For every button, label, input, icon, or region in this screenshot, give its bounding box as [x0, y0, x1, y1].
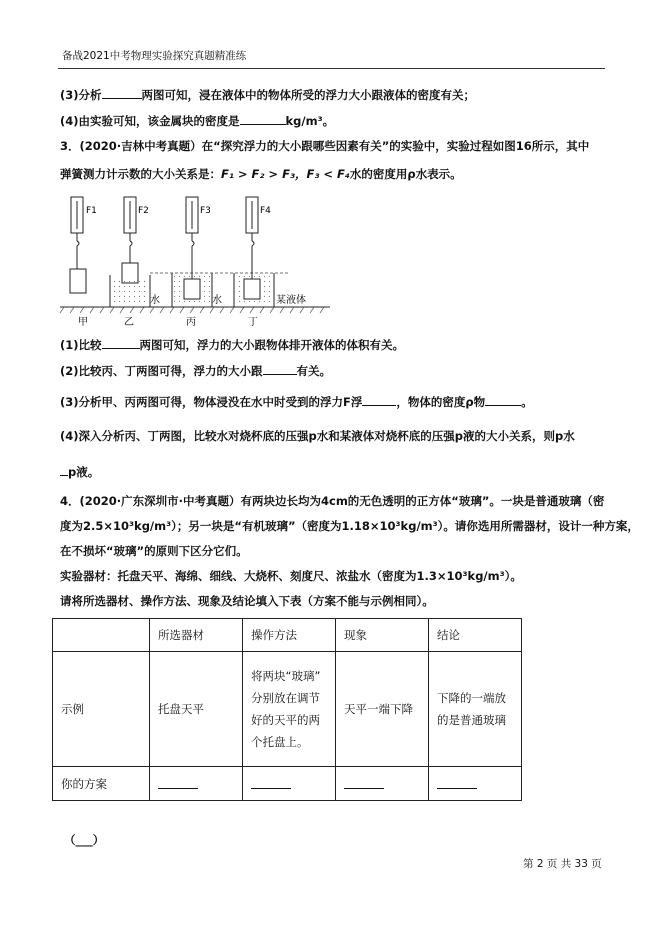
- q4-instruction: 请将所选器材、操作方法、现象及结论填入下表（方案不能与示例相同）。: [60, 594, 434, 608]
- table-header-row: [53, 619, 522, 652]
- q3-part1: (1)比较 两图可知，浮力的大小跟物体排开液体的体积有关。: [60, 338, 405, 352]
- answer-cell[interactable]: [150, 767, 243, 801]
- figure-caption: 丙: [186, 317, 196, 328]
- answer-table: [52, 618, 522, 801]
- figure-caption: 乙: [124, 317, 134, 328]
- table-row: [53, 652, 522, 767]
- answer-blank[interactable]: [362, 393, 396, 406]
- answer-cell[interactable]: [243, 767, 336, 801]
- answer-blank[interactable]: [102, 86, 142, 99]
- answer-blank[interactable]: [263, 362, 297, 375]
- answer-blank[interactable]: [240, 112, 286, 125]
- spring-scale-1: [70, 197, 97, 293]
- q3-stem-line2: 弹簧测力计示数的大小关系是：F₁ > F₂ > F₃，F₃ < F₄水的密度用ρ水表示。: [60, 167, 462, 181]
- q3-part3: (3)分析甲、丙两图可得，物体浸没在水中时受到的浮力F浮 ，物体的密度ρ物 。: [60, 395, 533, 409]
- q2-part3: (3)分析 两图可知，浸在液体中的物体所受的浮力大小跟液体的密度有关；: [60, 88, 476, 102]
- q4-stem-line1: 4．(2020·广东深圳市·中考真题）有两块边长均为4cm的无色透明的正方体“玻璃”。一块是普通玻璃（密: [60, 494, 605, 508]
- page-number: 第 2 页 共 33 页: [523, 858, 602, 870]
- answer-bracket[interactable]: （___）: [64, 833, 105, 847]
- answer-blank[interactable]: [485, 393, 521, 406]
- header-rule: [58, 68, 605, 69]
- liquid-label: 水: [212, 295, 222, 306]
- example-method: 将两块“玻璃” 分别放在调节 好的天平的两 个托盘上。: [243, 652, 336, 767]
- q3-stem-line1: 3．(2020·吉林中考真题）在“探究浮力的大小跟哪些因素有关”的实验中，实验过程如图16所示，其中: [60, 139, 590, 153]
- table-header-cell: 所选器材: [150, 619, 243, 652]
- spring-scale-2: [122, 197, 149, 283]
- answer-cell[interactable]: [429, 767, 522, 801]
- table-header-cell: [53, 619, 150, 652]
- liquid-label: 某液体: [276, 295, 306, 306]
- table-header-cell: 操作方法: [243, 619, 336, 652]
- figure-caption: 丁: [248, 317, 258, 328]
- q3-part4: (4)深入分析丙、丁两图，比较水对烧杯底的压强p水和某液体对烧杯底的压强p液的大小关系，则p水: [60, 429, 575, 443]
- answer-blank[interactable]: [60, 463, 68, 476]
- q4-stem-line3: 在不损坏“玻璃”的原则下区分它们。: [60, 544, 248, 558]
- answer-blank[interactable]: [102, 336, 140, 349]
- gauge-label: F2: [138, 206, 149, 216]
- figure-caption: 甲: [78, 317, 88, 328]
- table-row: [53, 767, 522, 801]
- gauge-label: F3: [200, 206, 211, 216]
- row-label: 示例: [53, 652, 150, 767]
- q4-equipment: 实验器材：托盘天平、海绵、细线、大烧杯、刻度尺、浓盐水（密度为1.3×10³kg/m³）。: [60, 569, 522, 583]
- buoyancy-experiment-figure: [58, 195, 358, 330]
- q3-part4-tail: p液。: [60, 463, 99, 480]
- gauge-label: F4: [260, 206, 271, 216]
- example-phenomenon: 天平一端下降: [336, 652, 429, 767]
- example-conclusion: 下降的一端放 的是普通玻璃: [429, 652, 522, 767]
- q2-part4: (4)由实验可知，该金属块的密度是 kg/m³。: [60, 114, 335, 128]
- q3-part2: (2)比较丙、丁两图可得，浮力的大小跟 有关。: [60, 364, 332, 378]
- table-header-cell: 现象: [336, 619, 429, 652]
- example-equipment: 托盘天平: [150, 652, 243, 767]
- spring-scale-4: [246, 197, 271, 279]
- table-header-cell: 结论: [429, 619, 522, 652]
- q4-stem-line2: 度为2.5×10³kg/m³）；另一块是“有机玻璃”（密度为1.18×10³kg/m³）。请你选用所需器材，设计一种方案，: [60, 519, 639, 533]
- page-header-title: 备战2021中考物理实验探究真题精准练: [62, 50, 247, 62]
- liquid-label: 水: [150, 295, 160, 306]
- answer-cell[interactable]: [336, 767, 429, 801]
- gauge-label: F1: [86, 206, 97, 216]
- row-label: 你的方案: [53, 767, 150, 801]
